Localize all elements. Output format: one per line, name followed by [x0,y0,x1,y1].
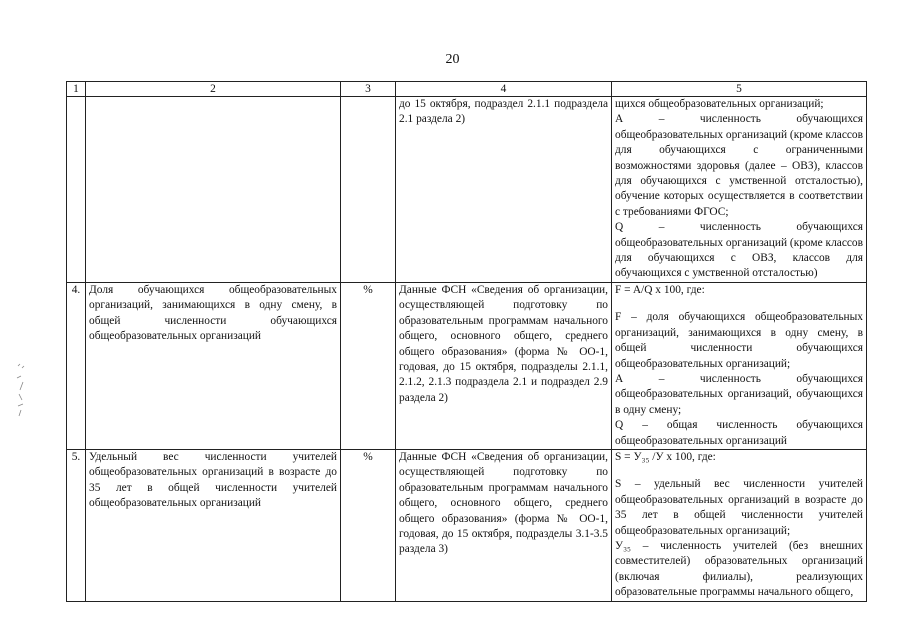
row-number-cell: 5. [67,449,86,601]
column-number: 4 [396,82,612,97]
unit-cell: % [341,449,396,601]
source-cell: Данные ФСН «Сведения об организации, осуществляющей подготовку по образовательным программам начального общего, основного общего, среднего общего образования» (форма № ОО-1, годовая, до 15 октября, подразделы 2.1.1, 2.1.2, 2.1.3 подраздела 2.1 и подраздел 2.9 раздела 2) [396,282,612,449]
column-number: 3 [341,82,396,97]
indicators-table [66,81,867,602]
definition-line: А – численность обучающихся общеобразовательных организаций (кроме классов для обучающихся с ограниченными возможностями здоровья (далее – ОВЗ), классов для обучающихся с умственной отсталостью), обучение которых осуществляется в соответствии с требованиями ФГОС; [615,113,863,218]
definition-line: F – доля обучающихся общеобразовательных организаций, занимающихся в одну смену, в общей численности обучающихся общеобразовательных организаций; [615,311,863,370]
definition-line: щихся общеобразовательных организаций; [615,98,824,110]
table-row-4 [67,282,867,449]
formula-cell [612,282,867,449]
margin-scribble-mark [14,360,34,420]
column-number: 2 [86,82,341,97]
table-row-continuation [67,97,867,283]
definition-line: А – численность обучающихся общеобразовательных организаций, обучающихся в одну смену; [615,372,863,416]
row-number-cell [67,97,86,283]
indicator-cell [86,97,341,283]
formula-cell [612,97,867,283]
formula-cell [612,449,867,601]
table-row-5 [67,449,867,601]
definition-line: У₃₅ – численность учителей (без внешних совместителей) образовательных организаций (включая филиалы), реализующих образовательные программы начального общего, [615,539,863,599]
definition-line: Q – численность обучающихся общеобразовательных организаций (кроме классов для обучающихся с ОВЗ, классов для обучающихся с умственной отсталостью) [615,221,863,280]
source-cell: до 15 октября, подраздел 2.1.1 подраздела 2.1 раздела 2) [396,97,612,283]
page-number: 20 [445,52,460,67]
column-number: 5 [612,82,867,97]
column-number: 1 [67,82,86,97]
column-number-header-row [67,82,867,97]
indicator-cell: Доля обучающихся общеобразовательных организаций, занимающихся в одну смену, в общей численности обучающихся общеобразовательных организаций [86,282,341,449]
row-number-cell: 4. [67,282,86,449]
source-cell: Данные ФСН «Сведения об организации, осуществляющей подготовку по образовательным программам начального общего, основного общего, среднего общего образования» (форма № ОО-1, годовая, до 15 октября, подразделы 3.1-3.5 раздела 3) [396,449,612,601]
formula: S = У₃₅ /У х 100, где: [615,450,716,463]
definition-line: S – удельный вес численности учителей общеобразовательных организаций в возрасте до 35 лет в общей численности учителей общеобразовательных организаций; [615,478,863,537]
definition-line: Q – общая численность обучающихся общеобразовательных организаций [615,419,863,447]
unit-cell: % [341,282,396,449]
formula: F = A/Q x 100, где: [615,283,705,296]
indicator-cell: Удельный вес численности учителей общеобразовательных организаций в возрасте до 35 лет в общей численности учителей общеобразовательных организаций [86,449,341,601]
unit-cell [341,97,396,283]
